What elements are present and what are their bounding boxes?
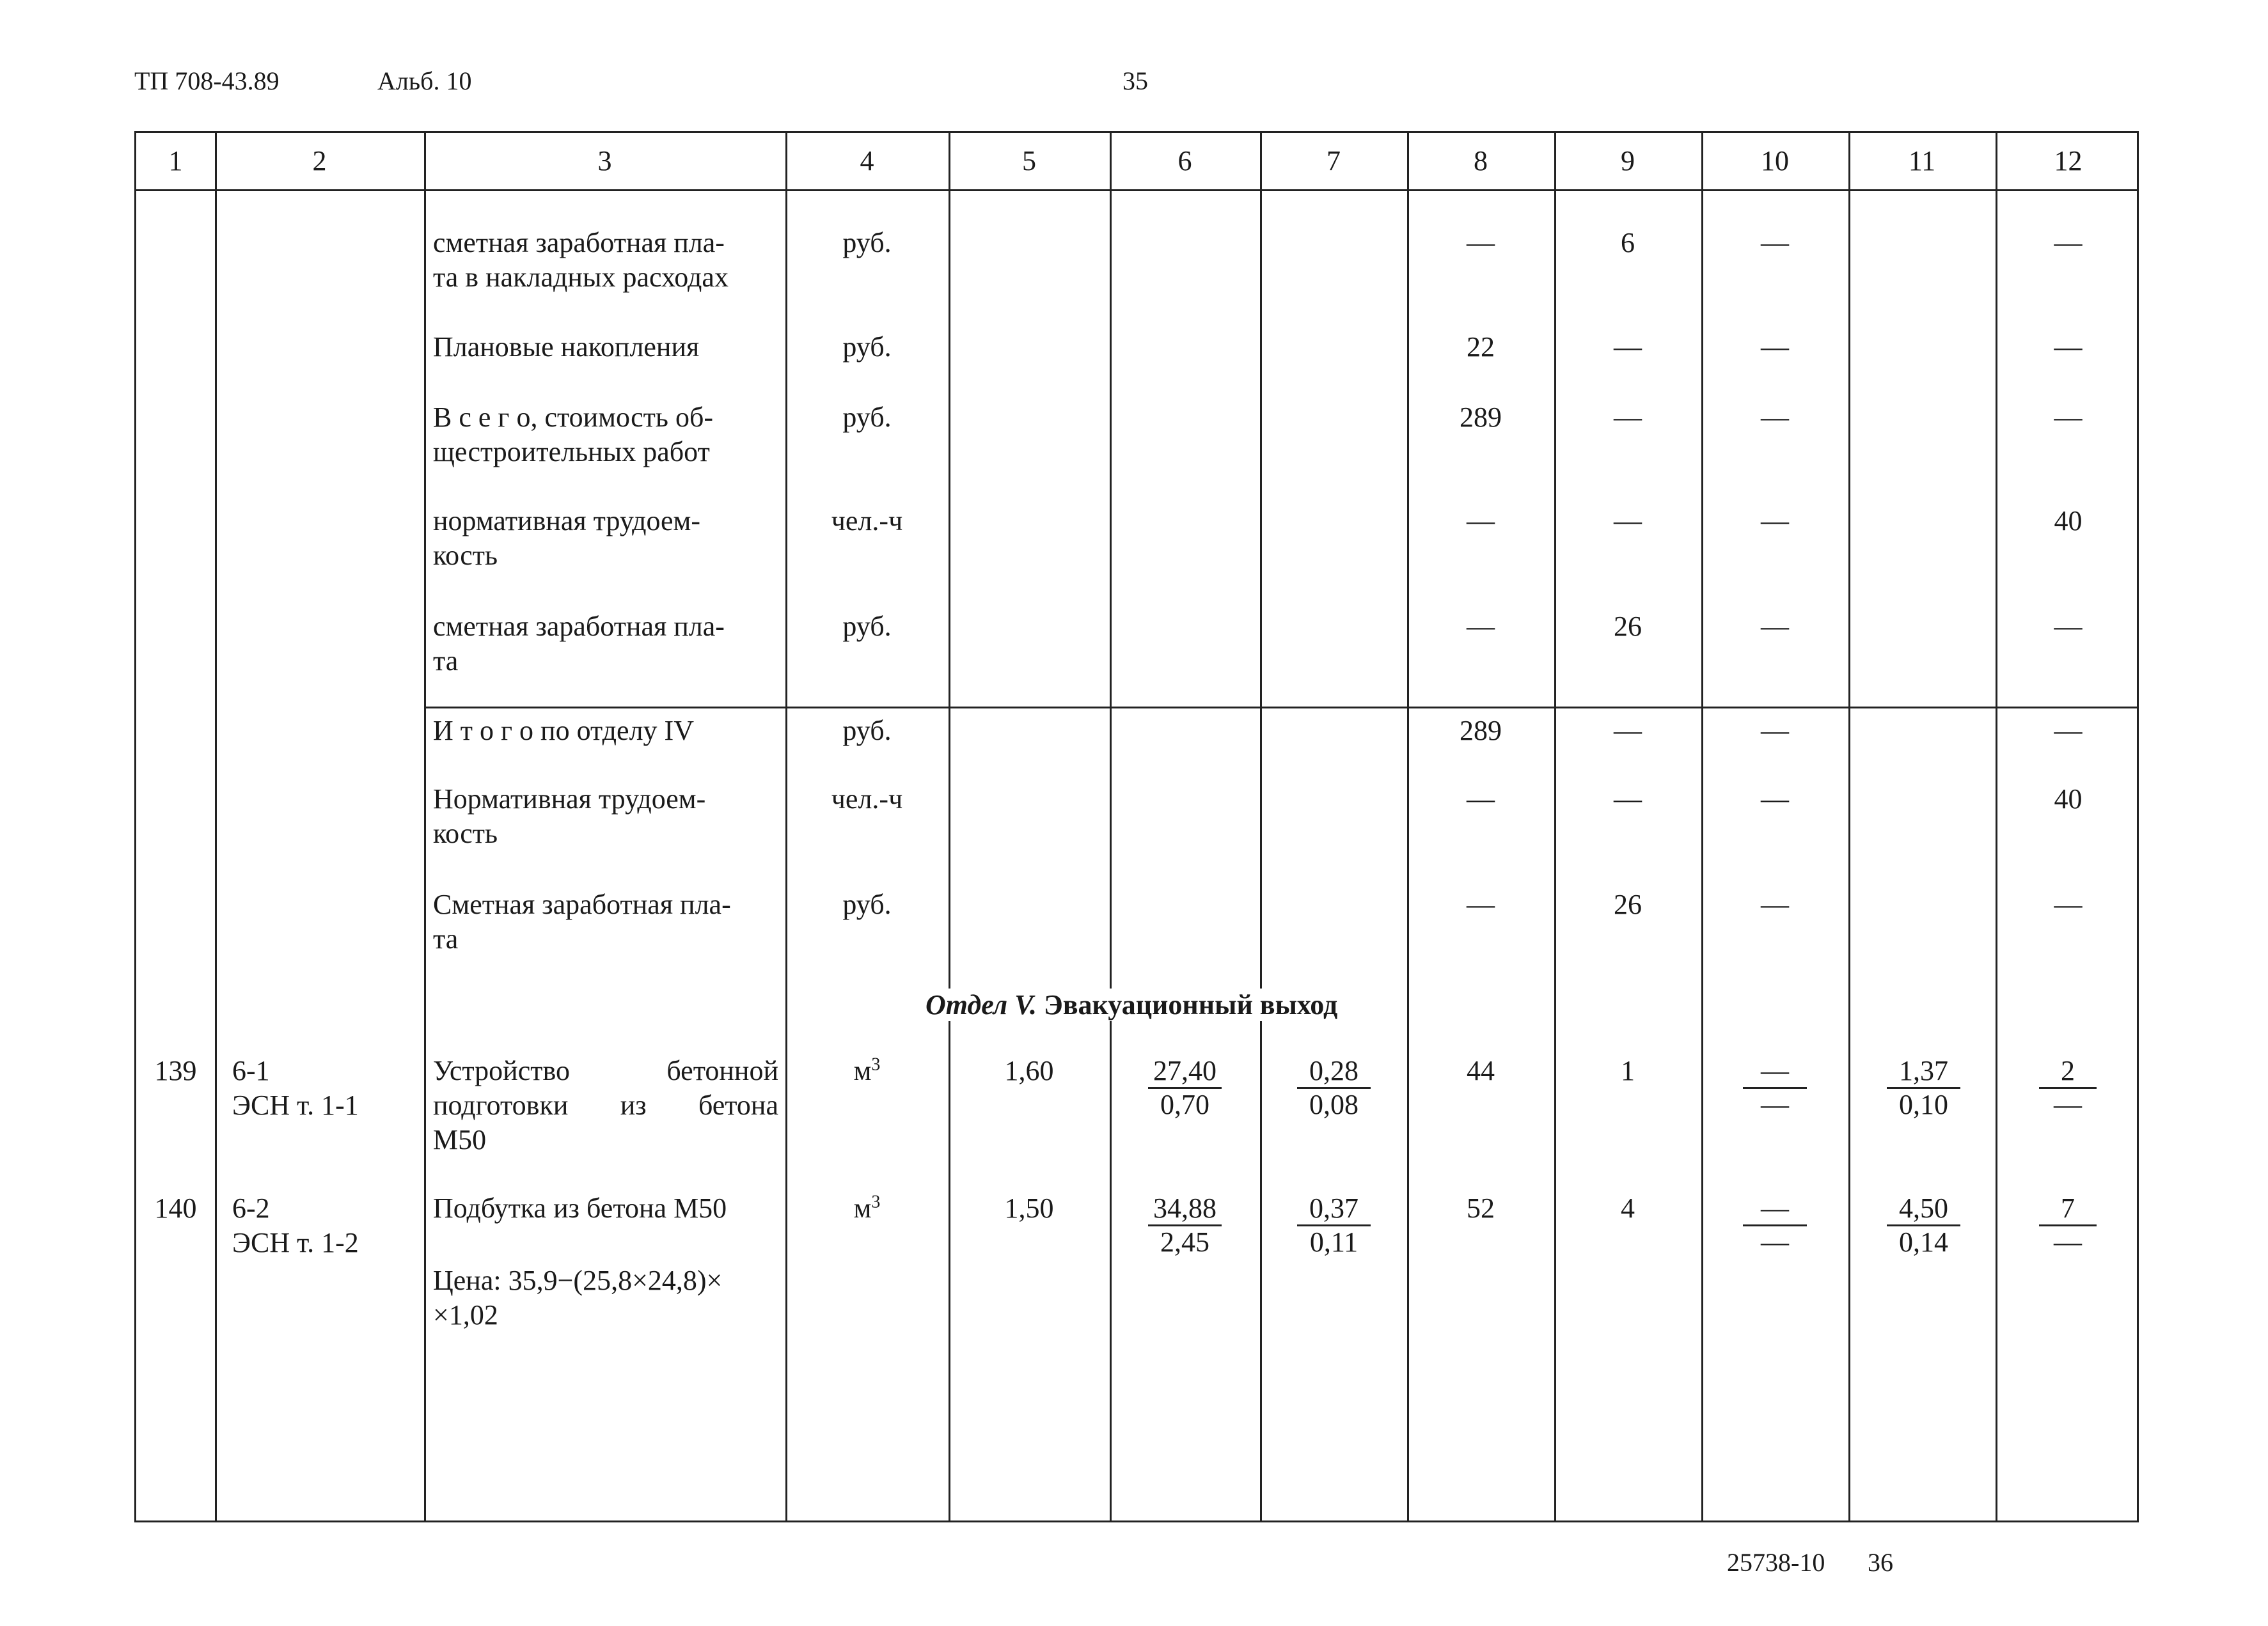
row-description: та xyxy=(433,923,459,955)
page-number: 35 xyxy=(1122,66,1148,95)
album-label: Альб. 10 xyxy=(377,66,472,95)
column-divider xyxy=(949,133,950,1520)
col8-cell: 22 xyxy=(1467,331,1495,363)
col6-fraction xyxy=(1148,1055,1222,1121)
column-divider xyxy=(215,133,217,1520)
section-title xyxy=(917,989,1346,1021)
col7-fraction xyxy=(1297,1055,1371,1121)
column-number: 1 xyxy=(168,145,183,176)
row-description: щестроительных работ xyxy=(433,436,710,467)
col6-fraction xyxy=(1148,1192,1222,1258)
col8-cell: — xyxy=(1467,505,1495,536)
price-formula: Цена: 35,9−(25,8×24,8)× xyxy=(433,1265,723,1296)
unit-cell xyxy=(785,1191,949,1226)
col9-cell: — xyxy=(1614,402,1642,433)
fraction-numerator: 7 xyxy=(2039,1192,2097,1226)
fraction-numerator: 4,50 xyxy=(1887,1192,1960,1226)
col10-cell: — xyxy=(1761,331,1789,363)
row-description: кость xyxy=(433,818,498,849)
item-code-reference: ЭСН т. 1-1 xyxy=(232,1090,359,1121)
footer-document-number: 25738-10 xyxy=(1727,1548,1825,1577)
col12-cell: — xyxy=(2054,227,2083,258)
unit-exponent: 3 xyxy=(871,1054,881,1075)
col9-cell: 4 xyxy=(1621,1192,1635,1224)
col8-cell: — xyxy=(1467,611,1495,642)
unit-base: м xyxy=(853,1055,872,1086)
row-description: нормативная трудоем- xyxy=(433,505,701,536)
col12-fraction xyxy=(2039,1192,2097,1258)
col12-cell: — xyxy=(2054,889,2083,920)
col9-cell: — xyxy=(1614,715,1642,746)
estimate-table xyxy=(134,131,2139,1522)
column-number: 5 xyxy=(1022,145,1036,176)
header-row-divider xyxy=(136,189,2137,191)
unit-cell: руб. xyxy=(842,402,892,433)
unit-cell: руб. xyxy=(842,715,892,746)
row-description: сметная заработная пла- xyxy=(433,611,725,642)
fraction-denominator: — xyxy=(1761,1226,1789,1258)
unit-cell xyxy=(785,1054,949,1088)
row-description: сметная заработная пла- xyxy=(433,227,725,258)
footer-page-number: 36 xyxy=(1868,1548,1893,1577)
fraction-numerator: 2 xyxy=(2039,1055,2097,1089)
item-description: Устройство бетонной xyxy=(433,1055,778,1086)
column-divider xyxy=(1260,133,1262,1520)
col10-cell: — xyxy=(1761,889,1789,920)
col10-cell: — xyxy=(1761,227,1789,258)
col10-fraction xyxy=(1743,1055,1807,1121)
col8-cell: — xyxy=(1467,783,1495,815)
fraction-numerator: 34,88 xyxy=(1148,1192,1222,1226)
fraction-denominator: 2,45 xyxy=(1160,1226,1209,1258)
quantity-cell: 1,60 xyxy=(1004,1055,1054,1086)
fraction-numerator: 0,28 xyxy=(1297,1055,1371,1089)
fraction-denominator: 0,14 xyxy=(1899,1226,1948,1258)
column-number: 3 xyxy=(597,145,612,176)
col10-cell: — xyxy=(1761,505,1789,536)
column-number: 6 xyxy=(1177,145,1192,176)
col7-fraction xyxy=(1297,1192,1371,1258)
col8-cell: 289 xyxy=(1460,715,1502,746)
row-description: кость xyxy=(433,540,498,571)
row-description: Нормативная трудоем- xyxy=(433,783,706,815)
item-number: 140 xyxy=(154,1192,197,1224)
fraction-numerator: 0,37 xyxy=(1297,1192,1371,1226)
col12-fraction xyxy=(2039,1055,2097,1121)
col10-cell: — xyxy=(1761,402,1789,433)
col8-cell: — xyxy=(1467,227,1495,258)
section-name: Эвакуационный выход xyxy=(1043,989,1338,1020)
item-code: 6-2 xyxy=(232,1192,270,1224)
unit-exponent: 3 xyxy=(871,1192,881,1212)
fraction-denominator: — xyxy=(2054,1089,2082,1120)
item-code: 6-1 xyxy=(232,1055,270,1086)
column-number: 11 xyxy=(1908,145,1936,176)
column-number: 7 xyxy=(1327,145,1341,176)
column-number: 8 xyxy=(1474,145,1488,176)
fraction-numerator: 1,37 xyxy=(1887,1055,1960,1089)
fraction-numerator: — xyxy=(1743,1055,1807,1089)
col8-cell: 52 xyxy=(1467,1192,1495,1224)
col11-fraction xyxy=(1887,1055,1960,1121)
row-description: Плановые накопления xyxy=(433,331,700,363)
col12-cell: 40 xyxy=(2054,505,2083,536)
fraction-denominator: 0,70 xyxy=(1160,1089,1209,1120)
item-description: М50 xyxy=(433,1124,487,1155)
col10-cell: — xyxy=(1761,715,1789,746)
row-description: В с е г о, стоимость об- xyxy=(433,402,713,433)
col9-cell: 26 xyxy=(1614,889,1642,920)
column-number: 9 xyxy=(1621,145,1635,176)
unit-cell: чел.-ч xyxy=(831,783,903,815)
column-number: 4 xyxy=(860,145,874,176)
unit-base: м xyxy=(853,1192,872,1224)
col9-cell: 1 xyxy=(1621,1055,1635,1086)
column-divider xyxy=(1110,133,1112,1520)
unit-cell: руб. xyxy=(842,331,892,363)
col8-cell: 289 xyxy=(1460,402,1502,433)
col9-cell: 26 xyxy=(1614,611,1642,642)
column-number: 10 xyxy=(1761,145,1789,176)
column-number: 2 xyxy=(312,145,327,176)
col9-cell: — xyxy=(1614,331,1642,363)
fraction-denominator: 0,11 xyxy=(1309,1226,1358,1258)
document-code: ТП 708-43.89 xyxy=(134,66,280,95)
block-divider xyxy=(424,707,2137,708)
column-divider xyxy=(424,133,426,1520)
col9-cell: 6 xyxy=(1621,227,1635,258)
column-divider xyxy=(1848,133,1850,1520)
col12-cell: — xyxy=(2054,611,2083,642)
row-description: Сметная заработная пла- xyxy=(433,889,731,920)
item-description: подготовки из бетона xyxy=(433,1090,778,1121)
col11-fraction xyxy=(1887,1192,1960,1258)
fraction-numerator: 27,40 xyxy=(1148,1055,1222,1089)
col10-cell: — xyxy=(1761,611,1789,642)
fraction-denominator: — xyxy=(1761,1089,1789,1120)
col8-cell: — xyxy=(1467,889,1495,920)
fraction-numerator: — xyxy=(1743,1192,1807,1226)
fraction-denominator: 0,08 xyxy=(1309,1089,1358,1120)
unit-cell: руб. xyxy=(842,611,892,642)
col8-cell: 44 xyxy=(1467,1055,1495,1086)
col12-cell: 40 xyxy=(2054,783,2083,815)
section-prefix: Отдел V. xyxy=(925,989,1037,1020)
col10-cell: — xyxy=(1761,783,1789,815)
quantity-cell: 1,50 xyxy=(1004,1192,1054,1224)
col12-cell: — xyxy=(2054,402,2083,433)
fraction-denominator: 0,10 xyxy=(1899,1089,1948,1120)
row-description: та xyxy=(433,645,459,676)
col9-cell: — xyxy=(1614,505,1642,536)
col12-cell: — xyxy=(2054,715,2083,746)
unit-cell: чел.-ч xyxy=(831,505,903,536)
price-formula: ×1,02 xyxy=(433,1299,498,1331)
col9-cell: — xyxy=(1614,783,1642,815)
item-description: Подбутка из бетона М50 xyxy=(433,1192,727,1224)
fraction-denominator: — xyxy=(2054,1226,2082,1258)
item-code-reference: ЭСН т. 1-2 xyxy=(232,1227,359,1258)
item-number: 139 xyxy=(154,1055,197,1086)
unit-cell: руб. xyxy=(842,889,892,920)
col10-fraction xyxy=(1743,1192,1807,1258)
unit-cell: руб. xyxy=(842,227,892,258)
row-description: И т о г о по отделу IV xyxy=(433,715,694,746)
row-description: та в накладных расходах xyxy=(433,262,728,293)
col12-cell: — xyxy=(2054,331,2083,363)
column-number: 12 xyxy=(2054,145,2083,176)
